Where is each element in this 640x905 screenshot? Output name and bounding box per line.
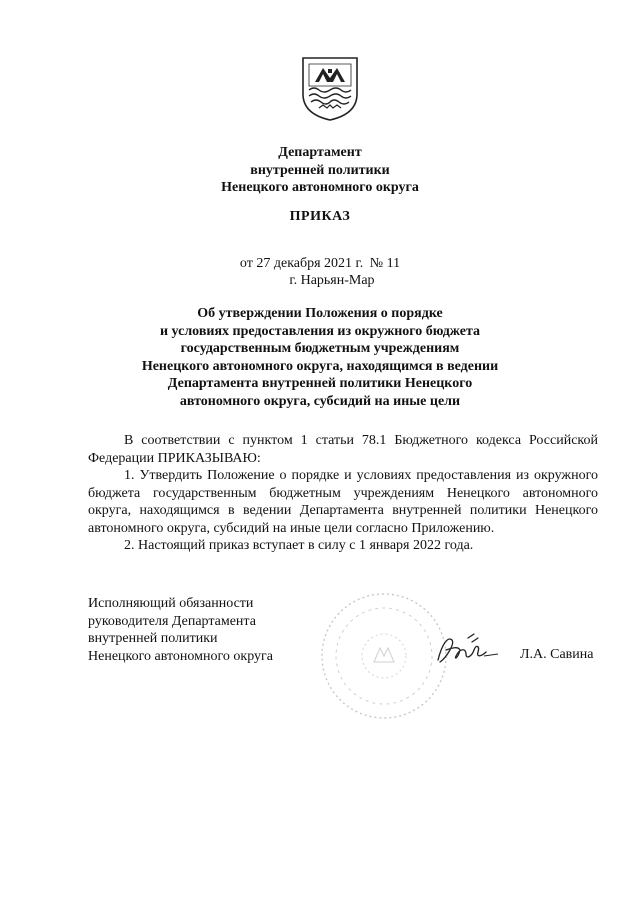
body-paragraph: В соответствии с пунктом 1 статьи 78.1 Бюджетного кодекса Российской Федерации ПРИКАЗЫВАЮ: (88, 433, 598, 466)
coat-of-arms-icon (301, 56, 359, 122)
order-subject (0, 305, 640, 410)
subject-line: и условиях предоставления из окружного бюджета (159, 323, 481, 339)
order-date-line (0, 256, 640, 272)
position-line: Ненецкого автономного округа (88, 648, 273, 664)
order-body (88, 432, 598, 555)
order-number: № 11 (369, 256, 401, 271)
order-date: от 27 декабря 2021 г. (239, 256, 364, 271)
position-line: Исполняющий обязанности (88, 596, 254, 611)
department-line: внутренней политики (250, 162, 390, 178)
department-line: Ненецкого автономного округа (221, 180, 419, 195)
order-city: г. Нарьян-Мар (289, 273, 375, 288)
position-line: руководителя Департамента (88, 613, 256, 629)
subject-line: государственным бюджетным учреждениям (180, 341, 460, 356)
department-line: Департамент (278, 145, 362, 160)
signatory-position (88, 595, 273, 665)
document-type-title: ПРИКАЗ (289, 209, 351, 224)
handwritten-signature-icon (428, 630, 500, 670)
department-header (0, 144, 640, 197)
subject-line: Департамента внутренней политики Ненецкого (167, 376, 473, 391)
signatory-name: Л.А. Савина (520, 647, 594, 662)
body-paragraph: 1. Утвердить Положение о порядке и условиях предоставления из окружного бюджета государственным бюджетным учреждениям Ненецкого автономного округа, находящимся в ведении Департамента внутренней политики Ненецкого автономного округа, субсидий на иные цели согласно Приложению. (88, 468, 598, 536)
subject-line: Ненецкого автономного округа, находящимся в ведении (141, 358, 499, 374)
subject-line: Об утверждении Положения о порядке (197, 306, 443, 321)
subject-line: автономного округа, субсидий на иные цели (179, 393, 461, 409)
position-line: внутренней политики (88, 631, 218, 646)
body-paragraph: 2. Настоящий приказ вступает в силу с 1 января 2022 года. (124, 538, 474, 553)
